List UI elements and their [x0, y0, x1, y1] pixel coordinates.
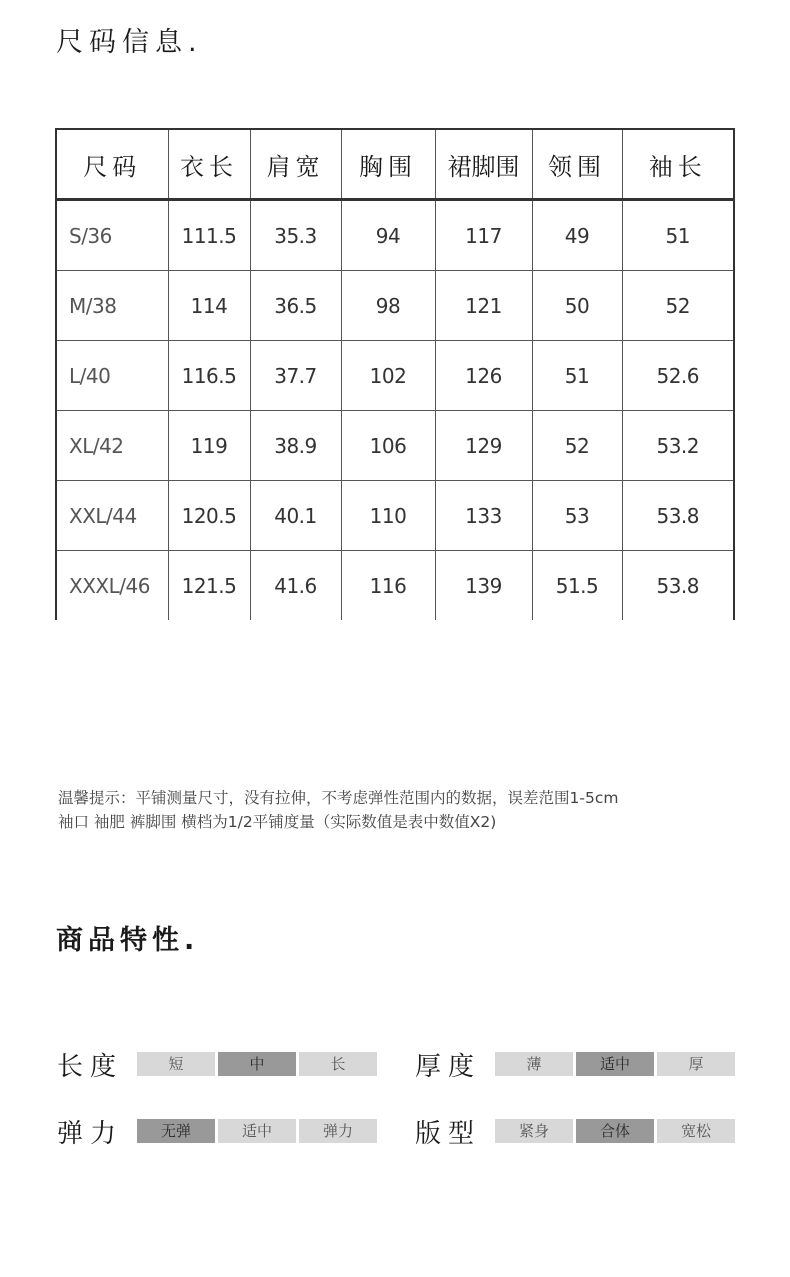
cell-sleeve: 51 [622, 200, 734, 271]
cell-chest: 116 [341, 551, 435, 621]
cell-hem: 129 [435, 411, 532, 481]
attr-label: 弹力 [57, 1118, 124, 1149]
header-length: 衣长 [168, 129, 250, 200]
attr-fit [415, 1116, 735, 1149]
cell-sleeve: 53.2 [622, 411, 734, 481]
header-shoulder: 肩宽 [250, 129, 341, 200]
cell-hem: 133 [435, 481, 532, 551]
cell-shoulder: 41.6 [250, 551, 341, 621]
attr-options [137, 1052, 377, 1076]
cell-hem: 126 [435, 341, 532, 411]
attr-options [495, 1119, 735, 1143]
attr-option: 适中 [218, 1119, 296, 1143]
cell-size: L/40 [56, 341, 168, 411]
cell-collar: 52 [532, 411, 622, 481]
cell-collar: 50 [532, 271, 622, 341]
cell-hem: 117 [435, 200, 532, 271]
table-row [56, 200, 734, 271]
cell-length: 114 [168, 271, 250, 341]
cell-length: 119 [168, 411, 250, 481]
cell-hem: 139 [435, 551, 532, 621]
measurement-notes [58, 786, 758, 834]
attr-length [57, 1049, 377, 1082]
attr-option-selected: 中 [218, 1052, 296, 1076]
table-header-row [56, 129, 734, 200]
header-sleeve: 袖长 [622, 129, 734, 200]
cell-hem: 121 [435, 271, 532, 341]
cell-length: 121.5 [168, 551, 250, 621]
table-row [56, 271, 734, 341]
header-collar: 领围 [532, 129, 622, 200]
size-table-body [56, 200, 734, 621]
header-hem: 裙脚围 [435, 129, 532, 200]
cell-sleeve: 52 [622, 271, 734, 341]
cell-chest: 94 [341, 200, 435, 271]
attr-option: 紧身 [495, 1119, 573, 1143]
cell-shoulder: 36.5 [250, 271, 341, 341]
attr-option: 短 [137, 1052, 215, 1076]
attr-option-selected: 合体 [576, 1119, 654, 1143]
attr-thickness [415, 1049, 735, 1082]
features-title: 商品特性. [56, 925, 200, 956]
cell-chest: 98 [341, 271, 435, 341]
cell-size: XL/42 [56, 411, 168, 481]
cell-size: M/38 [56, 271, 168, 341]
cell-size: XXXL/46 [56, 551, 168, 621]
cell-length: 116.5 [168, 341, 250, 411]
attr-option: 薄 [495, 1052, 573, 1076]
cell-size: XXL/44 [56, 481, 168, 551]
attr-option-selected: 无弹 [137, 1119, 215, 1143]
header-size: 尺码 [56, 129, 168, 200]
cell-size: S/36 [56, 200, 168, 271]
attr-label: 厚度 [415, 1051, 482, 1082]
notes-line-1: 温馨提示：平铺测量尺寸，没有拉伸，不考虑弹性范围内的数据，误差范围1-5cm [58, 789, 619, 807]
cell-sleeve: 52.6 [622, 341, 734, 411]
attr-option: 厚 [657, 1052, 735, 1076]
table-row [56, 411, 734, 481]
cell-shoulder: 38.9 [250, 411, 341, 481]
attr-option: 宽松 [657, 1119, 735, 1143]
header-chest: 胸围 [341, 129, 435, 200]
cell-shoulder: 37.7 [250, 341, 341, 411]
table-row [56, 341, 734, 411]
cell-collar: 51 [532, 341, 622, 411]
cell-shoulder: 35.3 [250, 200, 341, 271]
cell-chest: 106 [341, 411, 435, 481]
cell-collar: 49 [532, 200, 622, 271]
size-table [55, 128, 735, 620]
cell-shoulder: 40.1 [250, 481, 341, 551]
size-info-title: 尺码信息. [56, 27, 203, 58]
cell-sleeve: 53.8 [622, 481, 734, 551]
attr-option-selected: 适中 [576, 1052, 654, 1076]
attr-option: 长 [299, 1052, 377, 1076]
table-row [56, 481, 734, 551]
cell-length: 111.5 [168, 200, 250, 271]
attr-options [495, 1052, 735, 1076]
cell-collar: 51.5 [532, 551, 622, 621]
cell-length: 120.5 [168, 481, 250, 551]
attr-elasticity [57, 1116, 377, 1149]
attr-options [137, 1119, 377, 1143]
cell-collar: 53 [532, 481, 622, 551]
cell-chest: 102 [341, 341, 435, 411]
cell-chest: 110 [341, 481, 435, 551]
attr-option: 弹力 [299, 1119, 377, 1143]
notes-line-2: 袖口 袖肥 裤脚围 横档为1/2平铺度量（实际数值是表中数值X2) [58, 813, 497, 831]
cell-sleeve: 53.8 [656, 573, 700, 598]
attr-label: 长度 [57, 1051, 124, 1082]
table-row [56, 551, 734, 621]
attr-label: 版型 [415, 1118, 482, 1149]
